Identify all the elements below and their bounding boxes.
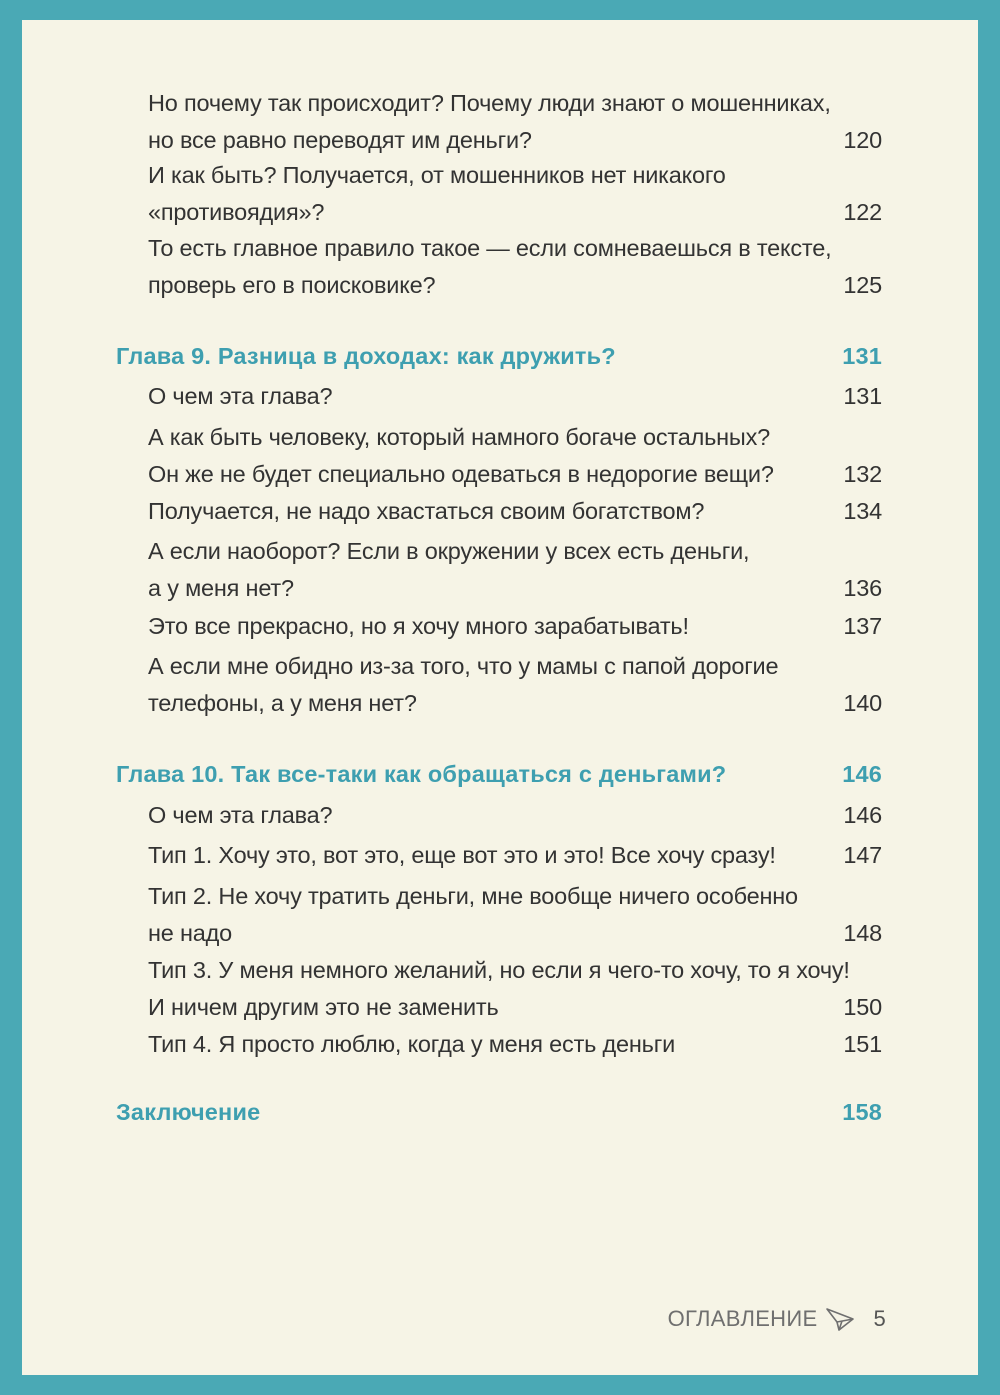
- toc-page-number: 125: [843, 272, 882, 298]
- toc-entry[interactable]: [148, 797, 882, 834]
- toc-entry[interactable]: [148, 878, 882, 952]
- chapter-page-number: 158: [842, 1099, 882, 1125]
- toc-entry[interactable]: [148, 85, 882, 159]
- toc-entry-text: Это все прекрасно, но я хочу много зарабатывать!: [148, 613, 689, 639]
- toc-page-number: 137: [843, 613, 882, 639]
- toc-page-number: 140: [843, 690, 882, 716]
- toc-entry[interactable]: [148, 533, 882, 607]
- toc-entry-text: а у меня нет?: [148, 575, 294, 601]
- toc-entry[interactable]: [148, 378, 882, 415]
- page-number: 5: [873, 1306, 886, 1331]
- toc-entry-text: О чем эта глава?: [148, 802, 333, 828]
- toc-entry-text: Он же не будет специально одеваться в недорогие вещи?: [148, 461, 774, 487]
- toc-entry[interactable]: [148, 648, 882, 722]
- toc-entry-text: То есть главное правило такое — если сомневаешься в тексте,: [148, 235, 832, 261]
- book-page: [22, 20, 978, 1375]
- toc-page-number: 151: [843, 1031, 882, 1057]
- toc-entry-text: А как быть человеку, который намного богаче остальных?: [148, 424, 771, 450]
- toc-page-number: 120: [843, 127, 882, 153]
- toc-page-number: 136: [843, 575, 882, 601]
- toc-page-number: 122: [843, 199, 882, 225]
- toc-entry[interactable]: [148, 493, 882, 530]
- toc-entry-text: не надо: [148, 920, 233, 946]
- toc-entry-text: О чем эта глава?: [148, 383, 333, 409]
- toc-chapter-10[interactable]: [116, 756, 882, 793]
- toc-entry[interactable]: [148, 1026, 882, 1063]
- toc-entry-text: А если наоборот? Если в окружении у всех есть деньги,: [148, 538, 750, 564]
- toc-entry-text: И ничем другим это не заменить: [148, 994, 499, 1020]
- toc-entry-text: Тип 3. У меня немного желаний, но если я чего-то хочу, то я хочу!: [148, 957, 850, 983]
- toc-entry[interactable]: [148, 230, 882, 304]
- toc-entry-text: И как быть? Получается, от мошенников нет никакого: [148, 162, 726, 188]
- toc-entry[interactable]: [148, 157, 882, 231]
- toc-page-number: 146: [843, 802, 882, 828]
- toc-entry[interactable]: [148, 608, 882, 645]
- toc-entry[interactable]: [148, 837, 882, 874]
- toc-chapter-9[interactable]: [116, 338, 882, 375]
- toc-page-number: 147: [843, 842, 882, 868]
- toc-page-number: 150: [843, 994, 882, 1020]
- chapter-title: Глава 9. Разница в доходах: как дружить?: [116, 343, 616, 369]
- chapter-page-number: 146: [842, 761, 882, 787]
- toc-entry[interactable]: [148, 419, 882, 493]
- chapter-title: Заключение: [116, 1099, 261, 1125]
- toc-page-number: 131: [843, 383, 882, 409]
- toc-entry-text: проверь его в поисковике?: [148, 272, 436, 298]
- toc-entry-text: Но почему так происходит? Почему люди знают о мошенниках,: [148, 90, 831, 116]
- toc-entry-text: но все равно переводят им деньги?: [148, 127, 532, 153]
- toc-page-number: 148: [843, 920, 882, 946]
- toc-entry-text: «противоядия»?: [148, 199, 325, 225]
- toc-entry-text: А если мне обидно из-за того, что у мамы с папой дорогие: [148, 653, 779, 679]
- table-of-contents: [22, 20, 978, 1375]
- toc-entry[interactable]: [148, 952, 882, 1026]
- chapter-title: Глава 10. Так все-таки как обращаться с деньгами?: [116, 761, 727, 787]
- chapter-page-number: 131: [842, 343, 882, 369]
- toc-entry-text: телефоны, а у меня нет?: [148, 690, 417, 716]
- toc-entry-text: Тип 2. Не хочу тратить деньги, мне вообще ничего особенно: [148, 883, 798, 909]
- footer-label: ОГЛАВЛЕНИЕ: [667, 1306, 818, 1331]
- toc-page-number: 132: [843, 461, 882, 487]
- paper-plane-icon: [825, 1306, 855, 1332]
- toc-entry-text: Получается, не надо хвастаться своим богатством?: [148, 498, 705, 524]
- toc-conclusion[interactable]: [116, 1094, 882, 1131]
- toc-entry-text: Тип 1. Хочу это, вот это, еще вот это и это! Все хочу сразу!: [148, 842, 776, 868]
- page-footer: [668, 1306, 886, 1332]
- toc-page-number: 134: [843, 498, 882, 524]
- toc-entry-text: Тип 4. Я просто люблю, когда у меня есть деньги: [148, 1031, 676, 1057]
